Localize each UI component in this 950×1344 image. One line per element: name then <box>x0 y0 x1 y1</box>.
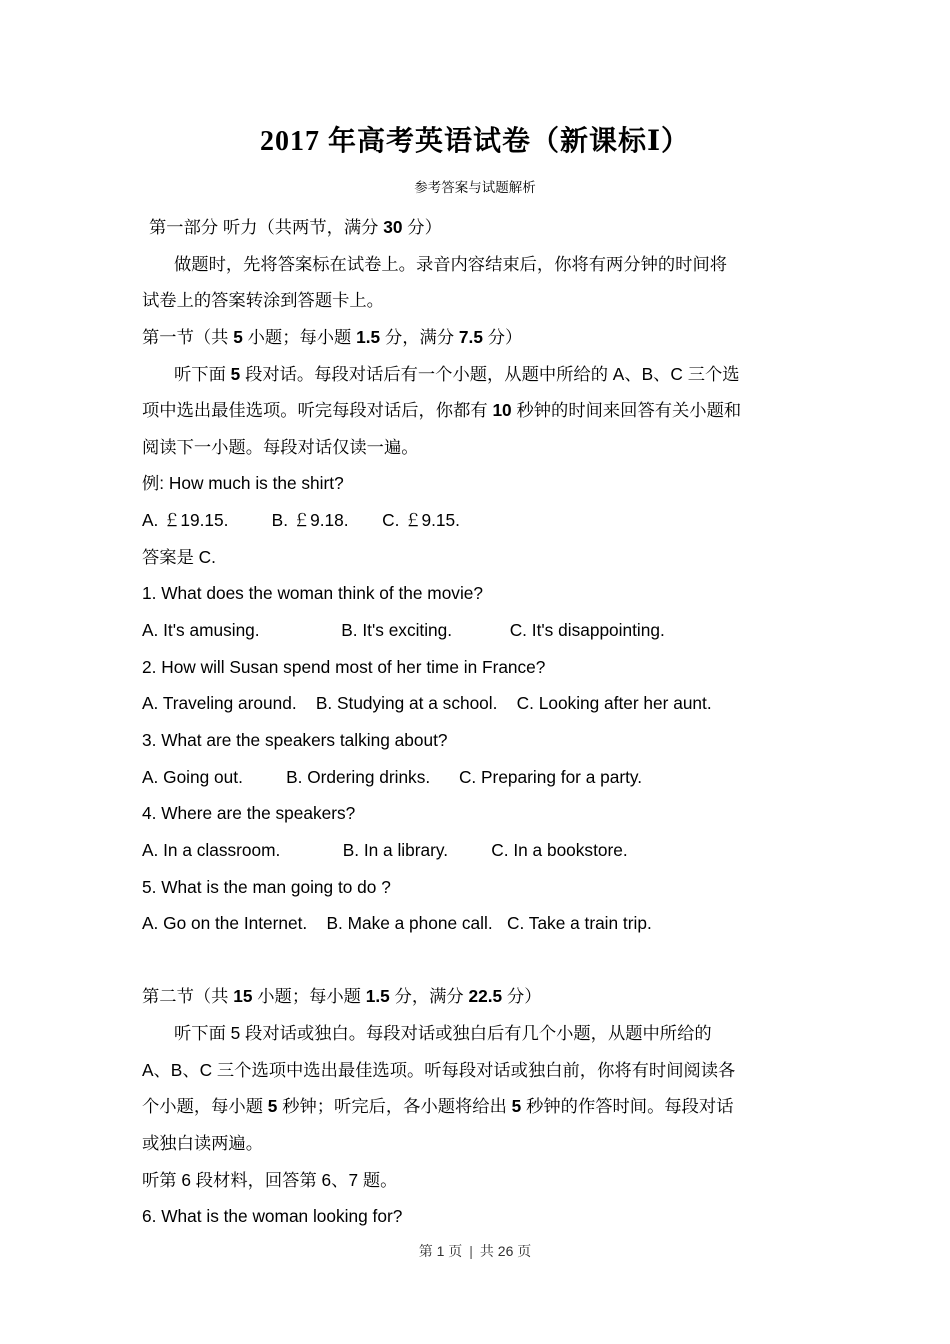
example-answer <box>142 539 832 576</box>
material-6-heading <box>142 1162 832 1199</box>
text-segment: 分，满分 <box>389 986 469 1007</box>
footer-total-pages: 共 26 页 <box>479 1243 532 1259</box>
instructions-line <box>142 1052 832 1089</box>
page-footer <box>0 1241 950 1261</box>
text-segment: 分） <box>482 326 523 347</box>
example-question <box>142 465 832 502</box>
text-segment: 第一节（共 <box>142 326 234 347</box>
bold-number: 1.5 <box>356 326 381 347</box>
text-segment: 第二节（共 <box>142 986 234 1007</box>
text-segment: A. In a classroom. B. In a library. C. In a bookstore. <box>142 839 628 860</box>
text-segment: 答案是 C. <box>142 546 216 567</box>
section-heading-node1 <box>142 319 832 356</box>
text-segment: A. Go on the Internet. B. Make a phone call. C. Take a train trip. <box>142 913 652 934</box>
text-segment: 或独白读两遍。 <box>142 1133 263 1154</box>
instructions-line <box>142 282 832 319</box>
section-heading-part1 <box>142 209 832 246</box>
text-segment: 6. What is the woman looking for? <box>142 1206 403 1227</box>
bold-number: 5 <box>267 1096 278 1117</box>
instructions-line <box>142 1015 832 1052</box>
bold-number: 5 <box>230 363 241 384</box>
text-segment: 分，满分 <box>380 326 459 347</box>
text-segment: 秒钟的作答时间。每段对话 <box>521 1096 734 1117</box>
text-segment: 2. How will Susan spend most of her time in France? <box>142 656 546 677</box>
text-segment: 分） <box>402 217 442 237</box>
instructions-line <box>142 356 832 393</box>
text-segment: 第一部分 听力（共两节，满分 <box>149 217 384 237</box>
question-4 <box>142 795 832 832</box>
text-segment: A. Going out. B. Ordering drinks. C. Preparing for a party. <box>142 766 643 787</box>
instructions-line <box>142 429 832 466</box>
footer-separator: | <box>469 1243 473 1259</box>
question-1 <box>142 575 832 612</box>
question-5 <box>142 869 832 906</box>
options-4 <box>142 832 832 869</box>
text-segment: 做题时，先将答案标在试卷上。录音内容结束后，你将有两分钟的时间将 <box>174 253 728 274</box>
bold-number: 7.5 <box>458 326 483 347</box>
text-segment: 听下面 <box>174 363 231 384</box>
text-segment: 1. What does the woman think of the movie? <box>142 583 484 604</box>
text-segment: 小题；每小题 <box>252 986 366 1007</box>
bold-number: 10 <box>492 400 512 421</box>
example-options <box>142 502 832 539</box>
instructions-line <box>142 392 832 429</box>
text-segment: 5. What is the man going to do ? <box>142 876 391 897</box>
text-segment: 项中选出最佳选项。听完每段对话后，你都有 <box>142 400 493 421</box>
text-segment: 秒钟；听完后，各小题将给出 <box>277 1096 512 1117</box>
text-segment: A. Traveling around. B. Studying at a school. C. Looking after her aunt. <box>142 693 712 714</box>
instructions-line <box>142 1125 832 1162</box>
text-segment: 阅读下一小题。每段对话仅读一遍。 <box>142 436 419 457</box>
options-5 <box>142 905 832 942</box>
section-heading-node2 <box>142 978 832 1015</box>
text-segment: 听第 6 段材料，回答第 6、7 题。 <box>142 1169 398 1190</box>
text-segment: 3. What are the speakers talking about? <box>142 729 448 750</box>
question-3 <box>142 722 832 759</box>
question-6 <box>142 1198 832 1235</box>
options-2 <box>142 685 832 722</box>
text-segment: 小题；每小题 <box>242 326 357 347</box>
bold-number: 5 <box>233 326 243 347</box>
text-segment: 个小题，每小题 <box>142 1096 268 1117</box>
options-1 <box>142 612 832 649</box>
options-3 <box>142 759 832 796</box>
document-content <box>142 209 832 1235</box>
question-2 <box>142 649 832 686</box>
text-segment: 试卷上的答案转涂到答题卡上。 <box>142 290 384 311</box>
instructions-line <box>142 246 832 283</box>
bold-number: 5 <box>511 1096 522 1117</box>
text-segment: A. ￡19.15. B. ￡9.18. C. ￡9.15. <box>142 510 460 531</box>
text-segment: A. It's amusing. B. It's exciting. C. It's disappointing. <box>142 620 665 641</box>
text-segment: 秒钟的时间来回答有关小题和 <box>511 400 742 421</box>
text-segment: 4. Where are the speakers? <box>142 803 356 824</box>
text-segment: 听下面 5 段对话或独白。每段对话或独白后有几个小题，从题中所给的 <box>174 1023 712 1044</box>
bold-number: 15 <box>233 986 253 1007</box>
footer-page-number: 第 1 页 <box>418 1243 463 1259</box>
page-title: 2017 年高考英语试卷（新课标Ⅰ） <box>259 126 691 157</box>
blank-line <box>142 942 832 979</box>
text-segment: 分） <box>502 986 542 1007</box>
instructions-line <box>142 1088 832 1125</box>
bold-number: 22.5 <box>468 986 503 1007</box>
bold-number: 1.5 <box>365 986 390 1007</box>
page-subtitle: 参考答案与试题解析 <box>414 180 536 195</box>
text-segment: 段对话。每段对话后有一个小题，从题中所给的 A、B、C 三个选 <box>240 363 740 384</box>
bold-number: 30 <box>383 217 403 237</box>
text-segment: 例: How much is the shirt? <box>142 473 344 494</box>
text-segment: A、B、C 三个选项中选出最佳选项。听每段对话或独白前，你将有时间阅读各 <box>142 1059 736 1080</box>
